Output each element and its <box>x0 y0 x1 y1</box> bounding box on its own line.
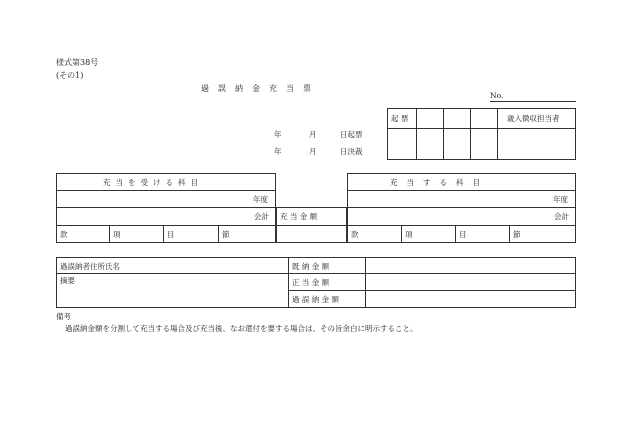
date2-month: 月 <box>309 147 317 156</box>
right-row-3 <box>347 225 576 226</box>
left-row-3 <box>56 225 276 226</box>
left-cat-kou: 項 <box>113 230 121 239</box>
lower-left-divider <box>56 273 288 274</box>
left-cat-kan: 款 <box>60 230 68 239</box>
lower-right-divider-1 <box>288 273 576 274</box>
row-kino: 既 納 金 額 <box>292 262 330 271</box>
right-cat-div-2 <box>455 225 456 243</box>
left-cat-div-1 <box>109 225 110 243</box>
row-seitou: 正 当 金 額 <box>292 278 330 287</box>
left-row-1 <box>56 190 276 191</box>
date1-year: 年 <box>274 130 282 139</box>
notes-heading: 備考 <box>56 312 71 321</box>
date1-day: 日起票 <box>340 130 363 139</box>
kihyo-label: 起 票 <box>391 114 409 123</box>
left-kaikei: 会計 <box>254 212 269 221</box>
left-heading: 充当を受ける科目 <box>103 178 203 187</box>
right-cat-div-1 <box>401 225 402 243</box>
payer-label: 過誤納者住所氏名 <box>60 262 120 271</box>
left-cat-div-2 <box>163 225 164 243</box>
tantosha-label: 歳入徴収担当者 <box>507 114 560 123</box>
number-underline <box>490 101 576 102</box>
amount-divider <box>276 225 347 226</box>
row-kago: 過 誤 納 金 額 <box>292 295 340 304</box>
summary-label: 摘要 <box>60 276 75 285</box>
lower-col-1 <box>288 257 289 308</box>
approval-col-4 <box>497 108 498 160</box>
lower-right-divider-2 <box>288 290 576 291</box>
right-cat-setsu: 節 <box>513 230 521 239</box>
date2-day: 日決裁 <box>340 147 363 156</box>
left-cat-div-3 <box>218 225 219 243</box>
right-cat-kan: 款 <box>351 230 359 239</box>
right-kaikei: 会計 <box>554 212 569 221</box>
right-heading: 充当する科目 <box>390 178 489 187</box>
right-cat-div-3 <box>509 225 510 243</box>
right-row-1 <box>347 190 576 191</box>
left-nendo: 年度 <box>253 195 268 204</box>
approval-col-1 <box>416 108 417 160</box>
right-nendo: 年度 <box>553 195 568 204</box>
notes-text: 過誤納金額を分割して充当する場合及び充当後、なお還付を要する場合は、その旨余白に明示すること。 <box>65 324 418 333</box>
lower-col-2 <box>365 257 366 308</box>
right-cat-moku: 目 <box>459 230 467 239</box>
left-cat-moku: 目 <box>167 230 175 239</box>
approval-col-3 <box>470 108 471 160</box>
number-label: No. <box>490 91 504 100</box>
date2-year: 年 <box>274 147 282 156</box>
approval-col-2 <box>443 108 444 160</box>
form-sub-number: (その1) <box>56 71 84 80</box>
left-cat-setsu: 節 <box>222 230 230 239</box>
amount-label: 充 当 金 額 <box>280 212 318 221</box>
form-number: 様式第38号 <box>56 58 99 67</box>
left-row-2 <box>56 207 276 208</box>
right-cat-kou: 項 <box>405 230 413 239</box>
page-title: 過誤納金充当票 <box>201 84 320 93</box>
right-row-2 <box>347 207 576 208</box>
date1-month: 月 <box>309 130 317 139</box>
